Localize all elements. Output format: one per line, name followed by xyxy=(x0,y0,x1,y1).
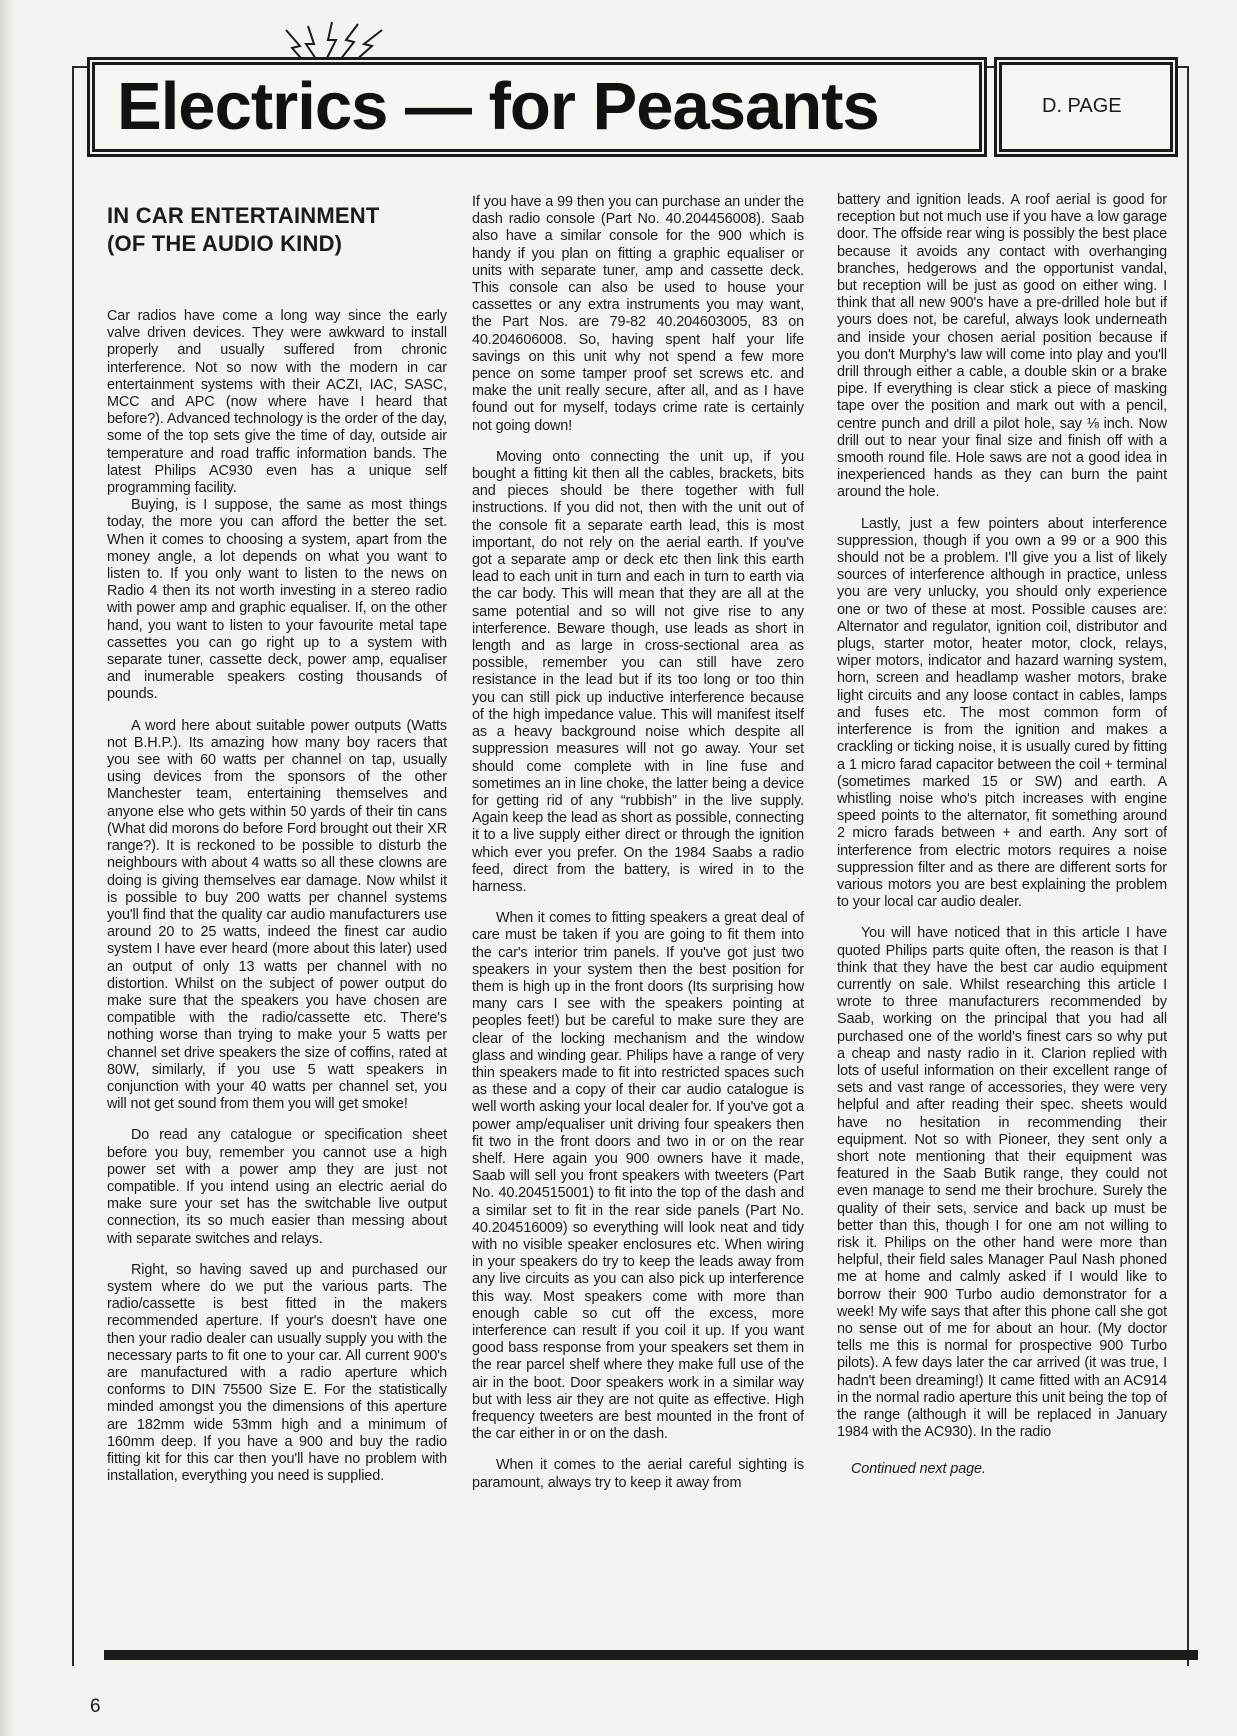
paragraph: A word here about suitable power outputs (Watts not B.H.P.). Its amazing how many boy racers that you see with 60 watts per channel on tap, usually using devices from the sponsors of the other Manchester team, entertaining themselves and anyone else who gets within 50 yards of their tin cans (What did morons do before Ford brought out their XR range?). It is reckoned to be possible to disturb the neighbours with about 4 watts so all these clowns are doing is giving themselves ear damage. Now whilst it is possible to buy 200 watts per channel systems you'll find that the quality car audio manufacturers use around 20 to 25 watts, indeed the finest car audio system I have ever heard (more about this later) used an output of only 13 watts per channel with no distortion. Whilst on the subject of power output do make sure that the speakers you have chosen are compatible with the radio/cassette etc. There's nothing worse than trying to make your 5 watts per channel set drive speakers the size of coffins, rated at 80W, similarly, if you use 5 watt speakers in conjunction with your 40 watts per channel set, you will not get sound from them you will get smoke! xyxy=(107,717,447,1113)
paragraph: When it comes to the aerial careful sighting is paramount, always try to keep it away from xyxy=(472,1457,804,1491)
paragraph: Lastly, just a few pointers about interference suppression, though if you own a 99 or a 900 this should not be a problem. I'll give you a list of likely sources of interference although in practice, unless you are very unlucky, you should only experience one or two of these at most. Possible causes are: Alternator and regulator, ignition coil, distributor and plugs, starter motor, heater motor, clock, relays, wiper motors, indicator and hazard warning system, horn, screen and headlamp washer motors, brake light circuits and any loose contact in cables, lamps and fuses etc. The most common form of interference is from the ignition and makes a crackling or ticking noise, it is usually cured by fitting a 1 micro farad capacitor between the coil + terminal (sometimes marked 15 or SW) and earth. A whistling noise who's pitch increases with engine speed points to the alternator, fit something around 2 micro farads between + and earth. Any sort of interference from electric motors requires a noise suppression filter and as there are different sorts for various motors you are best explaining the problem to your local car audio dealer. xyxy=(837,515,1167,911)
paragraph: Buying, is I suppose, the same as most things today, the more you can afford the better the set. When it comes to choosing a system, apart from the money angle, a lot depends on what you want to listen to. If you only want to listen to the news on Radio 4 then its not worth investing in a stereo radio with power amp and graphic equaliser. If, on the other hand, you want to listen to your favourite metal tape cassettes you can go right up to a system with separate tuner, cassette deck, power amp, equaliser and inumerable speakers costing thousands of pounds. xyxy=(107,497,447,703)
author-name: D. PAGE xyxy=(1042,95,1122,117)
page-number: 6 xyxy=(90,1696,101,1717)
paragraph: If you have a 99 then you can purchase an under the dash radio console (Part No. 40.204456008). Saab also have a similar console for the 900 which is handy if you plan on fitting a graphic equaliser or units with separate tuner, amp and cassette deck. This console can also be used to house your cassettes or any extra instruments you may want, the Part Nos. are 79-82 40.204603005, 83 on 40.204606008. So, having spent half your life savings on this unit why not spend a few more pence on some tamper proof set screws etc. and make the unit really secure, after all, and as I have found out for myself, todays crime rate is certainly not going down! xyxy=(472,194,804,434)
section-heading xyxy=(107,202,447,258)
continued-note: Continued next page. xyxy=(851,1461,986,1478)
article-title: Electrics — for Peasants xyxy=(117,69,879,144)
paragraph: Car radios have come a long way since the early valve driven devices. They were awkward to install properly and usually suffered from chronic interference. Not so now with the modern in car entertainment systems with their ACZI, IAC, SASC, MCC and APC (now where have I heard that before?). Advanced technology is the order of the day, some of the top sets give the time of day, outside air temperature and road traffic information bands. The latest Philips AC930 even has a unique self programming facility. xyxy=(107,308,447,497)
paragraph: When it comes to fitting speakers a great deal of care must be taken if you are going to fit them into the car's interior trim panels. If you've got just two speakers in your system then the best position for them is high up in the front doors (Its surprising how many cars I see with the speakers pointing at peoples feet!) but be careful to make sure they are clear of the locking mechanism and the window glass and winding gear. Philips have a range of very thin speakers made to fit into restricted spaces such as these and a copy of their car audio catalogue is well worth asking your local dealer for. If you've got a power amp/equaliser unit driving four speakers then fit two in the front doors and two in or on the rear shelf. Here again you 900 owners have it made, Saab will sell you front speakers with tweeters (Part No. 40.204515001) to fit into the top of the dash and a similar set to fit in the rear side panels (Part No. 40.204516009) so everything will look neat and tidy with no visible speaker enclosures etc. When wiring in your speakers do try to keep the leads away from any live circuits as you can also pick up interference this way. Most speakers come with more than enough cable so cut off the excess, more interference can result if you coil it up. If you want good bass response from your speakers set them in the rear parcel shelf where they make full use of the air in the boot. Door speakers work in a similar way but with less air they are not quite as effective. High frequency tweeters are best mounted in the front of the car either in or on the dash. xyxy=(472,910,804,1443)
author-box xyxy=(999,62,1173,152)
paragraph: Right, so having saved up and purchased our system where do we put the various parts. The radio/cassette is best fitted in the makers recommended aperture. If your's doesn't have one then your radio dealer can usually supply you with the necessary parts to fit one to your car. All current 900's are manufactured with a radio aperture which conforms to DIN 75500 Size E. For the statistically minded amongst you the dimensions of this aperture are 182mm wide 53mm high and a minimum of 160mm deep. If you have a 900 and buy the radio fitting kit for this car then you'll have no problem with installation, everything you need is supplied. xyxy=(107,1261,447,1485)
page-binding-edge xyxy=(0,0,14,1736)
paragraph: battery and ignition leads. A roof aerial is good for reception but not much use if you have a low garage door. The offside rear wing is possibly the best place because it avoids any contact with overhanging branches, hedgerows and the opportunist vandal, but reception will be just as good on either wing. I think that all new 900's have a pre-drilled hole but if yours does not, be careful, always look underneath and inside your chosen aerial position because if you don't Murphy's law will come into play and you'll drill through either a cable, a double skin or a brake pipe. If everything is clear stick a piece of masking tape over the position and mark out with a pencil, centre punch and drill a pilot hole, say ⅛ inch. Now drill out to near your final size and finish off with a smooth round file. Hole saws are not a good idea in inexperienced hands as they can burn the paint around the hole. xyxy=(837,192,1167,501)
text-column-2 xyxy=(472,194,804,1634)
frame-right-rule xyxy=(1187,66,1189,1666)
text-column-3 xyxy=(837,192,1167,1632)
paragraph: Moving onto connecting the unit up, if you bought a fitting kit then all the cables, brackets, bits and pieces should be there together with full instructions. If you did not, then with the unit out of the console fit a separate earth lead, this is most important, do not rely on the aerial earth. If you've got a separate amp or deck etc then link this earth lead to each unit in turn and each in turn to earth via the car body. This will mean that they are all at the same potential and so will not give rise to any interference. Beware though, use leads as short in length and as large in cross-sectional area as possible, remember you can still have zero resistance in the lead but if its too long or too thin you can still pick up inductive interference because of the high impedance value. This will manifest itself as a heavy background noise which despite all suppression measures will not go away. Your set should come complete with in line fuse and sometimes an in line choke, the latter being a device for getting rid of any “rubbish” in the live supply. Again keep the lead as short as possible, connecting it to a live supply either direct or through the ignition which ever you prefer. On the 1984 Saabs a radio feed, direct from the battery, is wired in to the harness. xyxy=(472,448,804,895)
section-heading-line-2: (OF THE AUDIO KIND) xyxy=(107,231,343,256)
paragraph: Do read any catalogue or specification sheet before you buy, remember you cannot use a high power set with a power amp they are just not compatible. If you intend using an electric aerial do make sure your set has the switchable live output connection, its so much easier than messing about with separate switches and relays. xyxy=(107,1127,447,1247)
title-box xyxy=(92,62,982,152)
paragraph: You will have noticed that in this article I have quoted Philips parts quite often, the reason is that I think that they have the best car audio equipment currently on sale. Whilst researching this article I wrote to three manufacturers recommended by Saab, working on the principal that you had all purchased one of the world's finest cars so why put a cheap and nasty radio in it. Clarion replied with lots of useful information on their excellent range of sets and vast range of accessories, they were very helpful and after reading their spec. sheets would have no hesitation in recommending their equipment. Not so with Pioneer, they sent only a short note mentioning that their equipment was featured in the Saab Butik range, they could not even manage to send me their brochure. Surely the quality of their sets, service and back up must be better than this, though I for one am not willing to risk it. Philips on the other hand were more than helpful, their field sales Manager Paul Nash phoned me at home and calmly asked if I would like to borrow their 900 Turbo audio demonstrator for a week! My wife says that after this phone call she got no sense out of me for about an hour. (My doctor tells me this is normal for prospective 900 Turbo pilots). A few days later the car arrived (it was true, I hadn't been dreaming!) It came fitted with an AC914 in the normal radio aperture this unit being the top of the range (although it will be replaced in January 1984 with the AC930). In the radio xyxy=(837,925,1167,1441)
frame-left-rule xyxy=(72,66,74,1666)
section-heading-line-1: IN CAR ENTERTAINMENT xyxy=(107,203,380,228)
footer-rule xyxy=(104,1650,1198,1660)
text-column-1 xyxy=(107,192,447,1632)
